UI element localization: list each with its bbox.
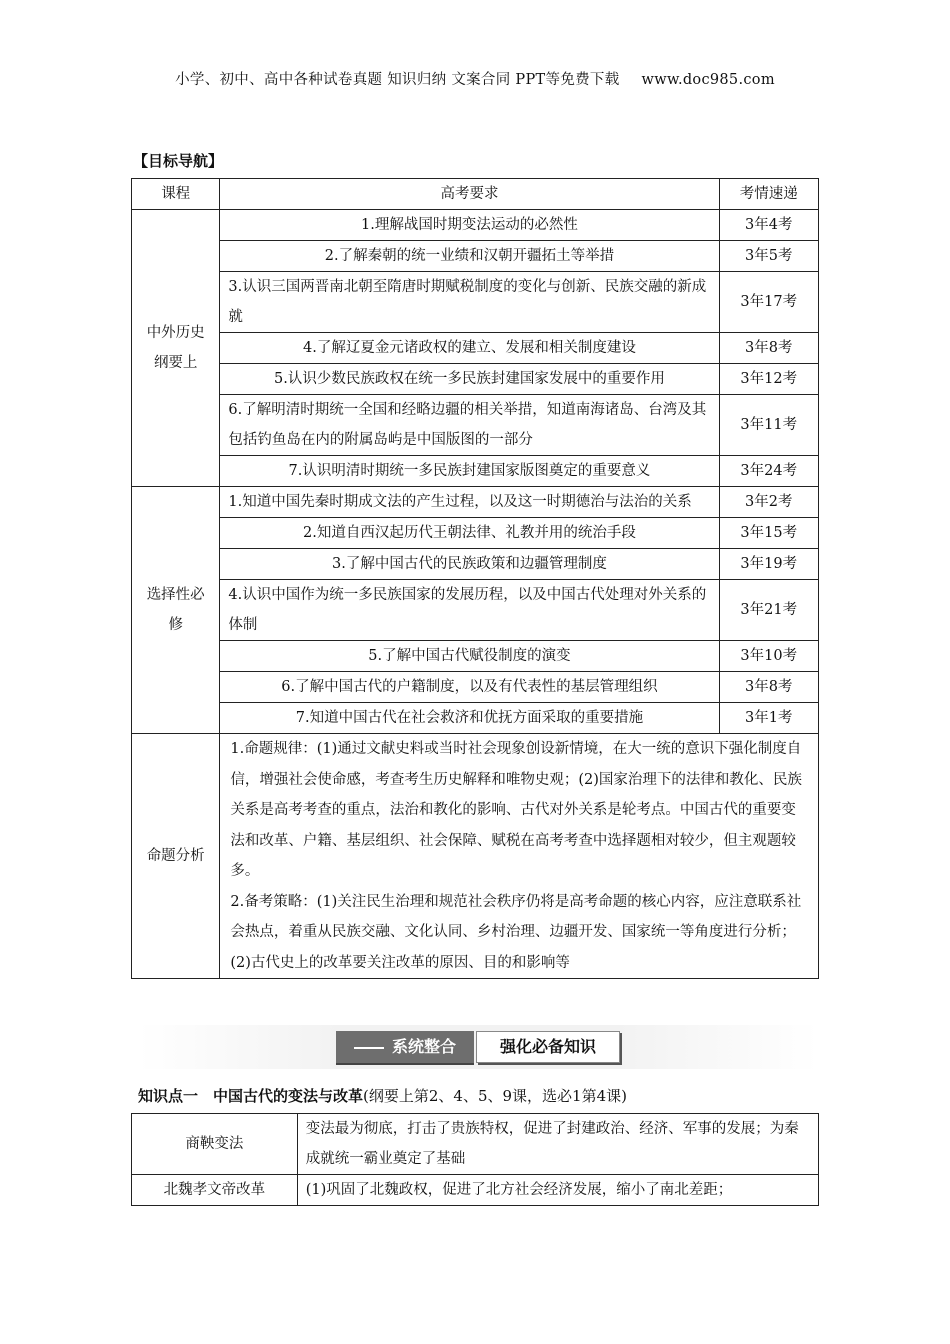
requirement-cell: 4.认识中国作为统一多民族国家的发展历程，以及中国古代处理对外关系的体制 (220, 580, 719, 641)
requirement-cell: 3.了解中国古代的民族政策和边疆管理制度 (220, 549, 719, 580)
table-row (132, 210, 819, 241)
knowledge-point-title-main: 知识点一 中国古代的变法与改革 (138, 1087, 364, 1105)
requirement-cell: 6.了解中国古代的户籍制度，以及有代表性的基层管理组织 (220, 672, 719, 703)
frequency-cell: 3年1考 (719, 703, 818, 734)
table-row (132, 487, 819, 518)
requirement-cell: 5.了解中国古代赋役制度的演变 (220, 641, 719, 672)
requirement-cell: 6.了解明清时期统一全国和经略边疆的相关举措，知道南海诸岛、台湾及其包括钓鱼岛在内的附属岛屿是中国版图的一部分 (220, 395, 719, 456)
requirement-cell: 5.认识少数民族政权在统一多民族封建国家发展中的重要作用 (220, 364, 719, 395)
header-url[interactable]: www.doc985.com (641, 72, 775, 88)
banner-right: 强化必备知识 (476, 1031, 620, 1063)
requirement-cell: 4.了解辽夏金元诸政权的建立、发展和相关制度建设 (220, 333, 719, 364)
table-row (132, 703, 819, 734)
knowledge-point-title (138, 1085, 627, 1106)
header-frequency: 考情速递 (719, 179, 818, 210)
analysis-strategy: 2.备考策略：(1)关注民生治理和规范社会秩序仍将是高考命题的核心内容，应注意联系社会热点，着重从民族交融、文化认同、乡村治理、边疆开发、国家统一等角度进行分析；(2)古代史上的改革要关注改革的原因、目的和影响等 (230, 893, 802, 971)
requirement-cell: 7.认识明清时期统一多民族封建国家版图奠定的重要意义 (220, 456, 719, 487)
group-label-elective: 选择性必修 (132, 487, 220, 734)
frequency-cell: 3年19考 (719, 549, 818, 580)
reform-name: 北魏孝文帝改革 (132, 1175, 298, 1206)
frequency-cell: 3年4考 (719, 210, 818, 241)
table-row (132, 456, 819, 487)
frequency-cell: 3年2考 (719, 487, 818, 518)
requirement-cell: 2.知道自西汉起历代王朝法律、礼教并用的统治手段 (220, 518, 719, 549)
table-row (132, 1114, 819, 1175)
frequency-cell: 3年21考 (719, 580, 818, 641)
analysis-cell (220, 734, 819, 979)
frequency-cell: 3年12考 (719, 364, 818, 395)
table-row (132, 364, 819, 395)
table-row (132, 395, 819, 456)
frequency-cell: 3年15考 (719, 518, 818, 549)
table-row (132, 549, 819, 580)
header-course: 课程 (132, 179, 220, 210)
group-label-analysis: 命题分析 (132, 734, 220, 979)
goal-navigation-table (131, 178, 819, 979)
requirement-cell: 3.认识三国两晋南北朝至隋唐时期赋税制度的变化与创新、民族交融的新成就 (220, 272, 719, 333)
banner-left (336, 1031, 474, 1065)
requirement-cell: 1.知道中国先秦时期成文法的产生过程，以及这一时期德治与法治的关系 (220, 487, 719, 518)
requirement-cell: 7.知道中国古代在社会救济和优抚方面采取的重要措施 (220, 703, 719, 734)
banner-left-text: 系统整合 (391, 1037, 456, 1056)
table-row (132, 1175, 819, 1206)
table-row (132, 580, 819, 641)
header-requirement: 高考要求 (220, 179, 719, 210)
table-header-row (132, 179, 819, 210)
table-row (132, 734, 819, 979)
frequency-cell: 3年5考 (719, 241, 818, 272)
frequency-cell: 3年24考 (719, 456, 818, 487)
dash-icon (354, 1047, 384, 1049)
reform-desc: 变法最为彻底，打击了贵族特权，促进了封建政治、经济、军事的发展；为秦成就统一霸业奠定了基础 (297, 1114, 818, 1175)
table-row (132, 272, 819, 333)
requirement-cell: 2.了解秦朝的统一业绩和汉朝开疆拓土等举措 (220, 241, 719, 272)
analysis-rules: 1.命题规律：(1)通过文献史料或当时社会现象创设新情境，在大一统的意识下强化制度自信，增强社会使命感，考查考生历史解释和唯物史观；(2)国家治理下的法律和教化、民族关系是高考考查的重点，法治和教化的影响、古代对外关系是轮考点。中国古代的重要变法和改革、户籍、基层组织、社会保障、赋税在高考考查中选择题相对较少，但主观题较多。 (230, 741, 802, 879)
section-label-goal-nav: 【目标导航】 (133, 152, 224, 170)
reform-desc: (1)巩固了北魏政权，促进了北方社会经济发展，缩小了南北差距； (297, 1175, 818, 1206)
frequency-cell: 3年8考 (719, 672, 818, 703)
reform-name: 商鞅变法 (132, 1114, 298, 1175)
frequency-cell: 3年11考 (719, 395, 818, 456)
frequency-cell: 3年10考 (719, 641, 818, 672)
table-row (132, 241, 819, 272)
group-label-outline: 中外历史纲要上 (132, 210, 220, 487)
reform-table (131, 1113, 819, 1206)
table-row (132, 518, 819, 549)
table-row (132, 333, 819, 364)
header-text: 小学、初中、高中各种试卷真题 知识归纳 文案合同 PPT等免费下载 (175, 72, 620, 88)
table-row (132, 641, 819, 672)
table-row (132, 672, 819, 703)
requirement-cell: 1.理解战国时期变法运动的必然性 (220, 210, 719, 241)
frequency-cell: 3年8考 (719, 333, 818, 364)
frequency-cell: 3年17考 (719, 272, 818, 333)
knowledge-point-subtitle: (纲要上第2、4、5、9课，选必1第4课) (363, 1087, 627, 1105)
page-header (0, 68, 950, 89)
